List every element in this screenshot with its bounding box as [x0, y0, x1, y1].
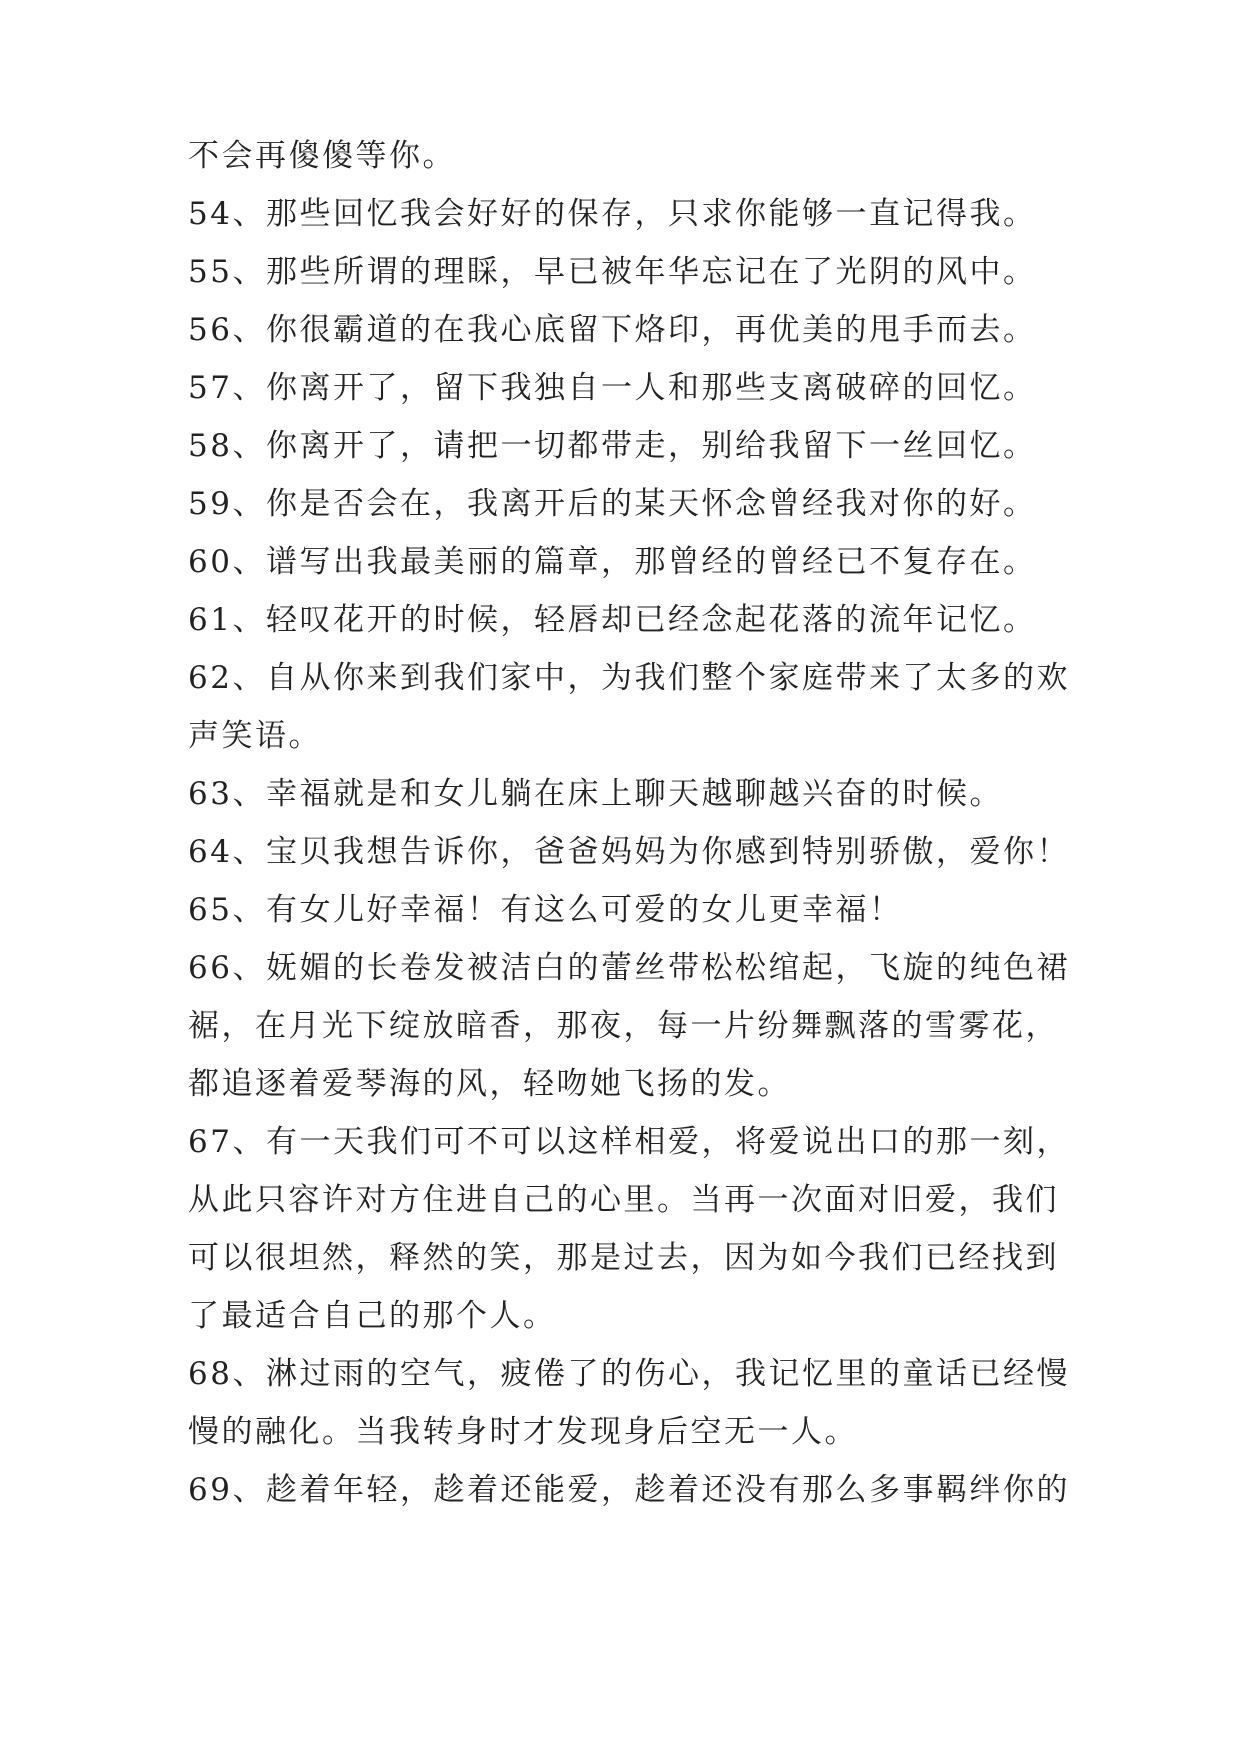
- text-line-item-67-cont-2: 可以很坦然，释然的笑，那是过去，因为如今我们已经找到: [188, 1240, 1059, 1276]
- text-line-item-54: 54、那些回忆我会好好的保存，只求你能够一直记得我。: [188, 196, 1037, 232]
- text-line-item-61: 61、轻叹花开的时候，轻唇却已经念起花落的流年记忆。: [188, 602, 1037, 638]
- text-line-item-67-cont-1: 从此只容许对方住进自己的心里。当再一次面对旧爱，我们: [188, 1182, 1059, 1218]
- text-line-item-66-cont-1: 裾，在月光下绽放暗香，那夜，每一片纷舞飘落的雪雾花，: [188, 1008, 1059, 1044]
- text-line-item-67: 67、有一天我们可不可以这样相爱，将爱说出口的那一刻，: [188, 1124, 1070, 1160]
- text-line-item-68-cont: 慢的融化。当我转身时才发现身后空无一人。: [188, 1414, 858, 1450]
- text-line-item-68: 68、淋过雨的空气，疲倦了的伤心，我记忆里的童话已经慢: [188, 1356, 1070, 1392]
- text-line-item-55: 55、那些所谓的理睬，早已被年华忘记在了光阴的风中。: [188, 254, 1037, 290]
- text-line-continuation: 不会再傻傻等你。: [188, 138, 456, 174]
- text-line-item-57: 57、你离开了，留下我独自一人和那些支离破碎的回忆。: [188, 370, 1037, 406]
- text-line-item-58: 58、你离开了，请把一切都带走，别给我留下一丝回忆。: [188, 428, 1037, 464]
- text-line-item-66: 66、妩媚的长卷发被洁白的蕾丝带松松绾起，飞旋的纯色裙: [188, 950, 1070, 986]
- text-line-item-67-cont-3: 了最适合自己的那个人。: [188, 1298, 557, 1334]
- text-line-item-65: 65、有女儿好幸福！有这么可爱的女儿更幸福！: [188, 892, 903, 928]
- text-line-item-62: 62、自从你来到我们家中，为我们整个家庭带来了太多的欢: [188, 660, 1070, 696]
- text-line-item-66-cont-2: 都追逐着爱琴海的风，轻吻她飞扬的发。: [188, 1066, 791, 1102]
- text-line-item-64: 64、宝贝我想告诉你，爸爸妈妈为你感到特别骄傲，爱你！: [188, 834, 1070, 870]
- text-line-item-59: 59、你是否会在，我离开后的某天怀念曾经我对你的好。: [188, 486, 1037, 522]
- text-line-item-63: 63、幸福就是和女儿躺在床上聊天越聊越兴奋的时候。: [188, 776, 1003, 812]
- text-line-item-60: 60、谱写出我最美丽的篇章，那曾经的曾经已不复存在。: [188, 544, 1037, 580]
- text-line-item-69: 69、趁着年轻，趁着还能爱，趁着还没有那么多事羁绊你的: [188, 1472, 1070, 1508]
- text-line-item-62-cont: 声笑语。: [188, 718, 322, 754]
- text-line-item-56: 56、你很霸道的在我心底留下烙印，再优美的甩手而去。: [188, 312, 1037, 348]
- document-body: [188, 127, 1068, 1519]
